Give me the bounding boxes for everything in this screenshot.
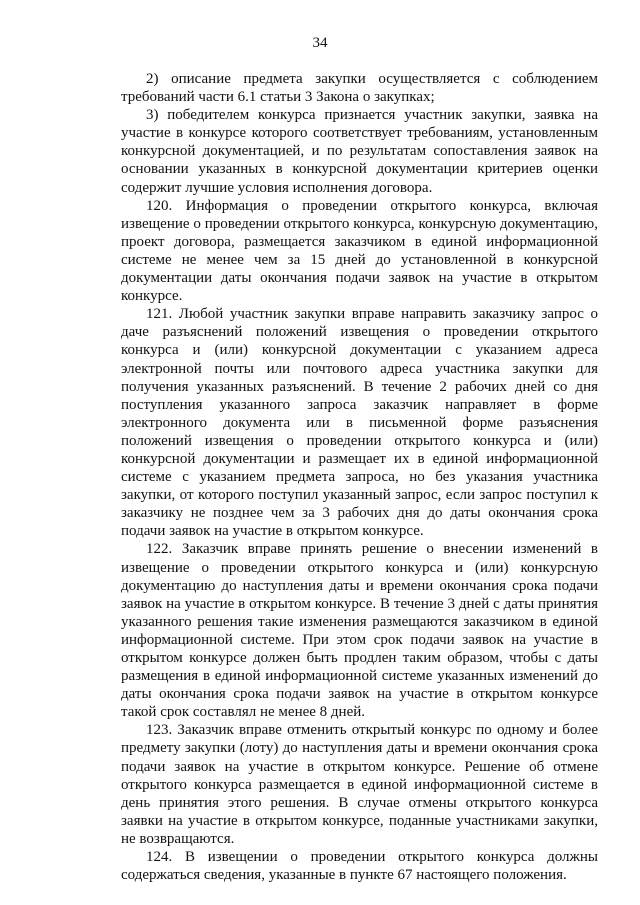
paragraph: 122. Заказчик вправе принять решение о внесении изменений в извещение о проведении открытого конкурса и (или) конкурсную документацию до наступления даты и времени окончания срока подачи заявок на участие в открытом конкурсе. В течение 3 дней с даты принятия указанного решения такие изменения размещаются заказчиком в единой информационной системе. При этом срок подачи заявок на участие в открытом конкурсе должен быть продлен таким образом, чтобы с даты размещения в единой информационной системе указанных изменений до даты окончания срока подачи заявок на участие в открытом конкурсе такой срок составлял не менее 8 дней. [121, 541, 598, 721]
paragraph: 123. Заказчик вправе отменить открытый конкурс по одному и более предмету закупки (лоту) до наступления даты и времени окончания срока подачи заявок на участие в открытом конкурсе. Решение об отмене открытого конкурса размещается в единой информационной системе в день принятия этого решения. В случае отмены открытого конкурса заявки на участие в открытом конкурсе, поданные участниками закупки, не возвращаются. [121, 722, 598, 847]
paragraph: 124. В извещении о проведении открытого конкурса должны содержаться сведения, указанные в пункте 67 настоящего положения. [121, 849, 598, 884]
page-number: 34 [312, 35, 328, 51]
paragraph: 3) победителем конкурса признается участник закупки, заявка на участие в конкурсе которого соответствует требованиям, установленным конкурсной документацией, и по результатам сопоставления заявок на основании указанных в конкурсной документации критериев оценки содержит лучшие условия исполнения договора. [121, 107, 598, 196]
paragraph: 2) описание предмета закупки осуществляется с соблюдением требований части 6.1 статьи 3 Закона о закупках; [121, 71, 598, 106]
paragraph: 121. Любой участник закупки вправе направить заказчику запрос о даче разъяснений положений извещения о проведении открытого конкурса и (или) конкурсной документации с указанием адреса электронной почты или почтового адреса участника закупки для получения указанных разъяснений. В течение 2 рабочих дней со дня поступления указанного запроса заказчик направляет в форме электронного документа или в письменной форме разъяснения положений извещения о проведении открытого конкурса и (или) конкурсной документации и размещает их в единой информационной системе с указанием предмета запроса, но без указания участника закупки, от которого поступил указанный запрос, если запрос поступил к заказчику не позднее чем за 3 рабочих дня до даты окончания срока подачи заявок на участие в открытом конкурсе. [121, 306, 598, 540]
document-body [121, 70, 598, 884]
paragraph: 120. Информация о проведении открытого конкурса, включая извещение о проведении открытого конкурса, конкурсную документацию, проект договора, размещается заказчиком в единой информационной системе не менее чем за 15 дней до установленной в конкурсной документации даты окончания подачи заявок на участие в открытом конкурсе. [121, 197, 598, 305]
